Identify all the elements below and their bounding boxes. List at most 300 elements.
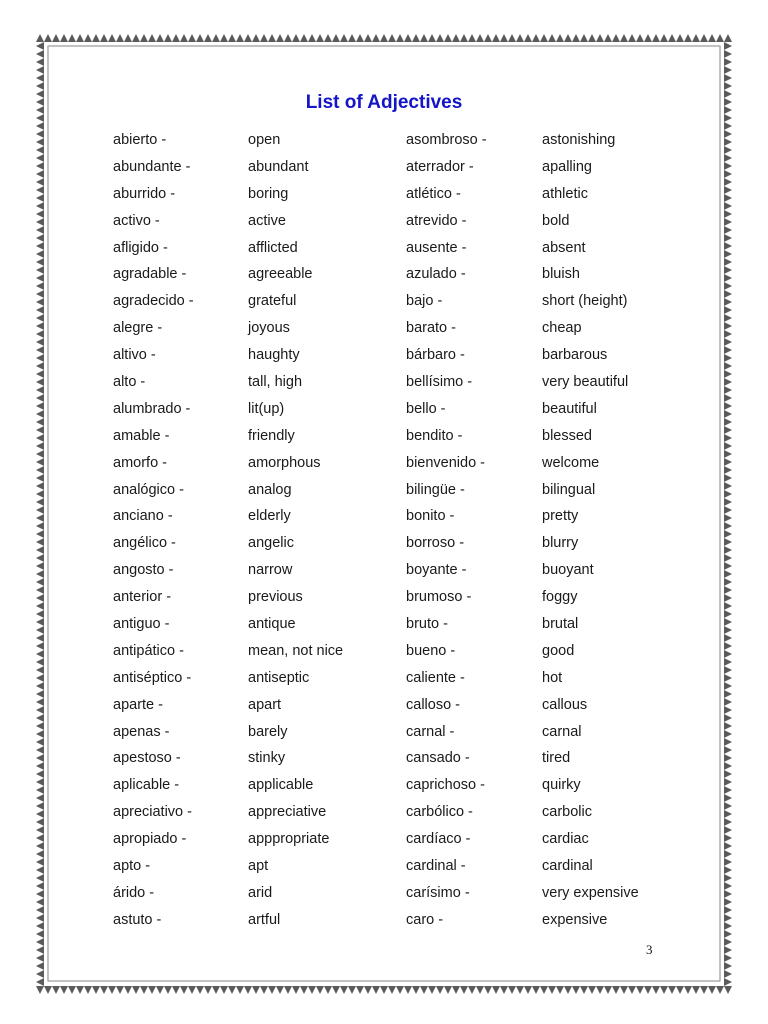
english-translation: very expensive <box>542 884 639 901</box>
border-triangle <box>36 658 44 666</box>
border-triangle <box>36 58 44 66</box>
border-triangle <box>724 890 732 898</box>
border-triangle <box>724 922 732 930</box>
border-triangle <box>36 578 44 586</box>
spanish-word: bruto - <box>406 616 448 633</box>
spanish-word: boyante - <box>406 562 467 579</box>
border-triangle <box>724 362 732 370</box>
border-triangle <box>36 930 44 938</box>
border-triangle <box>36 50 44 58</box>
spanish-word: alumbrado - <box>113 400 191 417</box>
border-triangle <box>580 986 588 994</box>
border-triangle <box>524 34 532 42</box>
border-triangle <box>724 418 732 426</box>
spanish-word: aparte - <box>113 696 163 713</box>
border-triangle <box>724 458 732 466</box>
english-translation: tall, high <box>248 374 303 391</box>
border-triangle <box>36 690 44 698</box>
page-title: List of Adjectives <box>305 92 463 113</box>
spanish-word: apenas - <box>113 723 170 740</box>
border-triangle <box>724 930 732 938</box>
english-translation: open <box>248 132 281 148</box>
border-triangle <box>540 986 548 994</box>
border-triangle <box>36 938 44 946</box>
border-triangle <box>724 810 732 818</box>
spanish-word: antipático - <box>113 642 184 659</box>
border-triangle <box>36 762 44 770</box>
border-triangle <box>36 498 44 506</box>
spanish-word: amable - <box>113 427 170 444</box>
spanish-word: anterior - <box>113 589 172 606</box>
border-triangle <box>36 186 44 194</box>
english-translation: astonishing <box>542 132 616 148</box>
border-triangle <box>52 34 60 42</box>
english-translation: elderly <box>248 508 291 525</box>
border-triangle <box>164 34 172 42</box>
border-triangle <box>724 146 732 154</box>
left-english-column <box>248 127 343 934</box>
spanish-word: ausente - <box>406 239 467 256</box>
border-triangle <box>428 34 436 42</box>
border-triangle <box>724 874 732 882</box>
border-triangle <box>436 986 444 994</box>
spanish-word: alegre - <box>113 320 163 337</box>
border-triangle <box>356 986 364 994</box>
border-triangle <box>204 34 212 42</box>
spanish-word: bendito - <box>406 427 463 444</box>
border-triangle <box>36 738 44 746</box>
english-translation: friendly <box>248 427 295 444</box>
border-triangle <box>724 506 732 514</box>
border-triangle <box>228 986 236 994</box>
border-triangle <box>620 34 628 42</box>
border-triangle <box>540 34 548 42</box>
border-triangle <box>492 34 500 42</box>
border-triangle <box>236 34 244 42</box>
border-triangle <box>36 570 44 578</box>
border-triangle <box>412 34 420 42</box>
border-triangle <box>36 314 44 322</box>
border-triangle <box>596 986 604 994</box>
border-triangle <box>724 746 732 754</box>
border-triangle <box>564 34 572 42</box>
border-triangle <box>724 594 732 602</box>
border-triangle <box>268 34 276 42</box>
border-triangle <box>36 426 44 434</box>
border-triangle <box>36 82 44 90</box>
left-spanish-column <box>113 127 194 934</box>
border-triangle <box>484 34 492 42</box>
border-triangle <box>652 34 660 42</box>
border-triangle <box>676 986 684 994</box>
spanish-word: caliente - <box>406 669 465 686</box>
english-translation: barbarous <box>542 347 608 364</box>
border-triangle <box>596 34 604 42</box>
border-triangle <box>452 34 460 42</box>
border-triangle <box>212 986 220 994</box>
border-triangle <box>252 986 260 994</box>
border-triangle <box>36 778 44 786</box>
spanish-word: apreciativo - <box>113 804 192 821</box>
border-triangle <box>724 306 732 314</box>
border-triangle <box>724 714 732 722</box>
border-triangle <box>36 434 44 442</box>
border-triangle <box>396 986 404 994</box>
english-translation: narrow <box>248 562 293 579</box>
border-triangle <box>36 882 44 890</box>
border-triangle <box>692 34 700 42</box>
border-triangle <box>724 626 732 634</box>
border-triangle <box>724 386 732 394</box>
border-triangle <box>36 258 44 266</box>
border-triangle <box>36 242 44 250</box>
english-translation: hot <box>542 669 563 686</box>
border-triangle <box>36 138 44 146</box>
border-triangle <box>676 34 684 42</box>
border-triangle <box>292 986 300 994</box>
border-triangle <box>724 426 732 434</box>
border-triangle <box>36 234 44 242</box>
english-translation: carnal <box>542 723 582 740</box>
border-triangle <box>724 514 732 522</box>
english-translation: welcome <box>542 454 600 471</box>
border-triangle <box>84 986 92 994</box>
border-triangle <box>36 522 44 530</box>
border-triangle <box>36 322 44 330</box>
border-triangle <box>324 34 332 42</box>
border-triangle <box>180 34 188 42</box>
border-triangle <box>724 826 732 834</box>
border-triangle <box>724 530 732 538</box>
border-triangle <box>636 34 644 42</box>
english-translation: afflicted <box>248 239 298 256</box>
border-triangle <box>84 34 92 42</box>
border-triangle <box>180 986 188 994</box>
border-triangle <box>724 778 732 786</box>
english-translation: stinky <box>248 750 286 767</box>
border-triangle <box>36 634 44 642</box>
border-triangle <box>652 986 660 994</box>
spanish-word: afligido - <box>113 239 168 256</box>
border-triangle <box>36 338 44 346</box>
border-triangle <box>36 562 44 570</box>
border-triangle <box>724 522 732 530</box>
english-translation: beautiful <box>542 400 597 417</box>
border-triangle <box>724 450 732 458</box>
english-translation: bold <box>542 212 570 229</box>
border-triangle <box>628 34 636 42</box>
spanish-word: bilingüe - <box>406 481 465 498</box>
border-triangle <box>396 34 404 42</box>
border-triangle <box>380 34 388 42</box>
border-triangle <box>724 850 732 858</box>
border-triangle <box>724 218 732 226</box>
border-triangle <box>724 546 732 554</box>
border-triangle <box>724 370 732 378</box>
border-triangle <box>724 202 732 210</box>
spanish-word: alto - <box>113 374 146 391</box>
border-triangle <box>516 986 524 994</box>
border-triangle <box>724 970 732 978</box>
english-translation: apart <box>248 696 282 713</box>
border-triangle <box>156 34 164 42</box>
border-triangle <box>148 986 156 994</box>
english-translation: barely <box>248 723 288 740</box>
border-triangle <box>36 378 44 386</box>
border-triangle <box>36 330 44 338</box>
border-triangle <box>724 170 732 178</box>
spanish-word: agradable - <box>113 266 187 283</box>
border-triangle <box>148 34 156 42</box>
border-triangle <box>36 834 44 842</box>
border-triangle <box>284 34 292 42</box>
border-triangle <box>516 34 524 42</box>
english-translation: apalling <box>542 158 592 175</box>
border-triangle <box>36 274 44 282</box>
border-triangle <box>36 586 44 594</box>
border-triangle <box>556 34 564 42</box>
spanish-word: aburrido - <box>113 185 176 202</box>
border-triangle <box>36 850 44 858</box>
border-triangle <box>724 634 732 642</box>
border-triangle <box>36 122 44 130</box>
border-triangle <box>508 34 516 42</box>
border-triangle <box>124 34 132 42</box>
border-triangle <box>404 986 412 994</box>
border-triangle <box>36 506 44 514</box>
border-triangle <box>300 986 308 994</box>
spanish-word: bello - <box>406 400 446 417</box>
border-triangle <box>36 714 44 722</box>
border-triangle <box>252 34 260 42</box>
border-triangle <box>724 394 732 402</box>
border-triangle <box>220 34 228 42</box>
border-triangle <box>724 690 732 698</box>
border-triangle <box>724 658 732 666</box>
border-triangle <box>644 34 652 42</box>
border-triangle <box>308 34 316 42</box>
border-triangle <box>660 34 668 42</box>
border-triangle <box>36 754 44 762</box>
spanish-word: árido - <box>113 884 155 901</box>
border-triangle <box>444 34 452 42</box>
border-triangle <box>724 282 732 290</box>
border-triangle <box>332 34 340 42</box>
border-triangle <box>380 986 388 994</box>
border-triangle <box>724 226 732 234</box>
english-translation: antique <box>248 616 296 633</box>
border-triangle <box>36 802 44 810</box>
border-triangle <box>36 202 44 210</box>
border-triangle <box>444 986 452 994</box>
border-triangle <box>724 258 732 266</box>
border-triangle <box>340 986 348 994</box>
spanish-word: abierto - <box>113 132 167 148</box>
spanish-word: atlético - <box>406 185 461 202</box>
spanish-word: analógico - <box>113 481 184 498</box>
spanish-word: cansado - <box>406 750 470 767</box>
english-translation: cardinal <box>542 858 593 875</box>
border-triangle <box>260 986 268 994</box>
english-translation: angelic <box>248 535 294 552</box>
border-triangle <box>100 34 108 42</box>
spanish-word: caro - <box>406 911 444 928</box>
border-triangle <box>36 602 44 610</box>
border-triangle <box>724 706 732 714</box>
english-translation: expensive <box>542 911 608 928</box>
border-triangle <box>708 34 716 42</box>
border-triangle <box>36 594 44 602</box>
english-translation: apppropriate <box>248 831 330 848</box>
border-triangle <box>724 50 732 58</box>
border-triangle <box>724 570 732 578</box>
border-triangle <box>132 34 140 42</box>
border-triangle <box>36 218 44 226</box>
border-triangle <box>724 490 732 498</box>
border-triangle <box>724 738 732 746</box>
border-triangle <box>140 34 148 42</box>
border-triangle <box>388 986 396 994</box>
border-triangle <box>724 762 732 770</box>
spanish-word: astuto - <box>113 911 162 928</box>
border-triangle <box>188 34 196 42</box>
border-triangle <box>460 986 468 994</box>
border-triangle <box>724 602 732 610</box>
border-triangle <box>36 162 44 170</box>
border-triangle <box>388 34 396 42</box>
border-triangle <box>244 986 252 994</box>
border-triangle <box>724 210 732 218</box>
english-translation: apt <box>248 858 269 875</box>
border-triangle <box>116 34 124 42</box>
border-triangle <box>476 34 484 42</box>
border-triangle <box>36 298 44 306</box>
border-triangle <box>348 34 356 42</box>
spanish-word: apropiado - <box>113 831 187 848</box>
border-triangle <box>36 786 44 794</box>
border-triangle <box>332 986 340 994</box>
spanish-word: cardíaco - <box>406 831 471 848</box>
page-number: 3 <box>646 942 653 957</box>
border-triangle <box>548 986 556 994</box>
border-triangle <box>92 34 100 42</box>
border-triangle <box>724 722 732 730</box>
english-translation: grateful <box>248 293 297 310</box>
border-triangle <box>60 34 68 42</box>
border-triangle <box>316 34 324 42</box>
border-triangle <box>660 986 668 994</box>
border-triangle <box>500 986 508 994</box>
border-triangle <box>724 66 732 74</box>
border-triangle <box>36 306 44 314</box>
spanish-word: azulado - <box>406 266 466 283</box>
border-triangle <box>36 698 44 706</box>
spanish-word: antiséptico - <box>113 669 192 686</box>
border-triangle <box>364 34 372 42</box>
border-triangle <box>36 618 44 626</box>
spanish-word: cardinal - <box>406 858 466 875</box>
border-triangle <box>716 986 724 994</box>
spanish-word: bienvenido - <box>406 454 485 471</box>
border-triangle <box>188 986 196 994</box>
border-triangle <box>500 34 508 42</box>
border-triangle <box>612 34 620 42</box>
border-triangle <box>100 986 108 994</box>
border-triangle <box>724 562 732 570</box>
border-triangle <box>700 986 708 994</box>
border-triangle <box>724 842 732 850</box>
border-triangle <box>36 546 44 554</box>
border-triangle <box>476 986 484 994</box>
border-triangle <box>724 442 732 450</box>
border-triangle <box>324 986 332 994</box>
english-translation: mean, not nice <box>248 642 344 659</box>
border-triangle <box>724 786 732 794</box>
border-triangle <box>36 794 44 802</box>
border-triangle <box>724 250 732 258</box>
border-triangle <box>36 706 44 714</box>
border-triangle <box>36 386 44 394</box>
border-triangle <box>468 34 476 42</box>
border-triangle <box>36 890 44 898</box>
border-triangle <box>724 58 732 66</box>
border-triangle <box>36 74 44 82</box>
border-triangle <box>36 130 44 138</box>
border-triangle <box>220 986 228 994</box>
border-triangle <box>724 498 732 506</box>
border-triangle <box>724 730 732 738</box>
spanish-word: bonito - <box>406 508 455 525</box>
border-triangle <box>724 194 732 202</box>
spanish-word: brumoso - <box>406 589 472 606</box>
border-triangle <box>572 34 580 42</box>
border-triangle <box>556 986 564 994</box>
border-triangle <box>428 986 436 994</box>
border-triangle <box>36 898 44 906</box>
border-triangle <box>36 458 44 466</box>
border-triangle <box>724 482 732 490</box>
border-triangle <box>724 242 732 250</box>
english-translation: amorphous <box>248 454 321 471</box>
border-triangle <box>36 250 44 258</box>
border-triangle <box>164 986 172 994</box>
border-triangle <box>724 986 732 994</box>
spanish-word: borroso - <box>406 535 465 552</box>
border-triangle <box>668 34 676 42</box>
border-triangle <box>724 410 732 418</box>
border-triangle <box>468 986 476 994</box>
border-triangle <box>68 34 76 42</box>
border-triangle <box>36 362 44 370</box>
border-triangle <box>628 986 636 994</box>
border-triangle <box>636 986 644 994</box>
spanish-word: antiguo - <box>113 616 170 633</box>
border-triangle <box>284 986 292 994</box>
english-translation: cheap <box>542 320 582 337</box>
english-translation: boring <box>248 185 289 202</box>
border-triangle <box>36 626 44 634</box>
border-triangle <box>724 130 732 138</box>
border-triangle <box>36 450 44 458</box>
border-triangle <box>724 290 732 298</box>
border-triangle <box>404 34 412 42</box>
border-triangle <box>36 346 44 354</box>
border-triangle <box>36 674 44 682</box>
border-triangle <box>172 986 180 994</box>
border-triangle <box>36 194 44 202</box>
english-translation: lit(up) <box>248 400 285 417</box>
english-translation: arid <box>248 884 273 901</box>
